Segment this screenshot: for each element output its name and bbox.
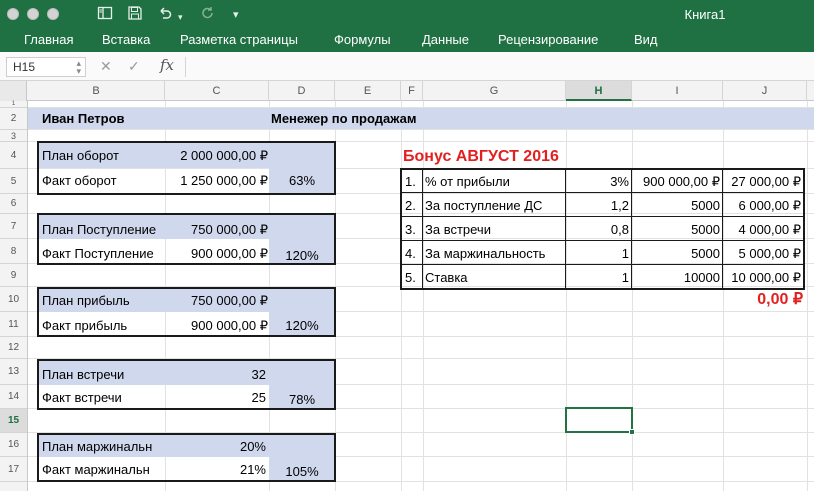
row-header-2[interactable]: 2 <box>0 108 27 130</box>
row-header-11[interactable]: 11 <box>0 312 27 337</box>
fact-value: 21% <box>239 462 266 477</box>
plan-label: План оборот <box>42 148 119 163</box>
column-header-h[interactable]: H <box>566 81 632 101</box>
plan-label: План маржинальн <box>42 439 153 454</box>
bonus-coefficient: 1,2 <box>610 198 629 213</box>
fact-label: Факт Поступление <box>42 246 154 261</box>
fact-label: Факт прибыль <box>42 318 128 333</box>
plan-label: План встречи <box>42 367 125 382</box>
row-headers <box>0 101 28 491</box>
column-headers <box>0 81 814 101</box>
column-header-d[interactable]: D <box>269 81 335 101</box>
row-header-9[interactable]: 9 <box>0 264 27 287</box>
bonus-name: За маржинальность <box>425 246 546 261</box>
percent-value: 78% <box>288 392 316 407</box>
close-window-button[interactable] <box>7 8 19 20</box>
bonus-total: 0,00 ₽ <box>757 291 803 308</box>
tab-view[interactable]: Вид <box>634 32 658 47</box>
bonus-amount: 27 000,00 ₽ <box>731 174 801 189</box>
employee-position: Менежер по продажам <box>271 111 417 126</box>
tab-data[interactable]: Данные <box>422 32 469 47</box>
zoom-window-button[interactable] <box>47 8 59 20</box>
insert-function-button[interactable]: fx <box>160 56 175 74</box>
row-header-14[interactable]: 14 <box>0 385 27 409</box>
sidebar-toggle-icon[interactable] <box>97 5 113 21</box>
bonus-name: % от прибыли <box>425 174 510 189</box>
row-number: 1. <box>405 174 416 189</box>
tab-page-layout[interactable]: Разметка страницы <box>180 32 298 47</box>
bonus-amount: 10 000,00 ₽ <box>731 270 801 285</box>
name-box-value: H15 <box>13 60 36 74</box>
row-header-15[interactable]: 15 <box>0 409 27 433</box>
row-header-3[interactable]: 3 <box>0 130 27 142</box>
plan-value: 750 000,00 ₽ <box>191 293 268 308</box>
row-header-13[interactable]: 13 <box>0 359 27 385</box>
fact-label: Факт маржинальн <box>42 462 150 477</box>
column-header-c[interactable]: C <box>165 81 269 101</box>
row-number: 4. <box>405 246 416 261</box>
name-box[interactable] <box>6 57 86 77</box>
fact-value: 1 250 000,00 ₽ <box>180 173 268 188</box>
fact-value: 900 000,00 ₽ <box>191 318 268 333</box>
row-header-6[interactable]: 6 <box>0 194 27 214</box>
row-number: 3. <box>405 222 416 237</box>
fill-handle[interactable] <box>629 429 635 435</box>
tab-formulas[interactable]: Формулы <box>334 32 391 47</box>
selected-cell-h15[interactable] <box>565 407 633 433</box>
ribbon-tabs <box>0 30 814 52</box>
percent-value: 63% <box>288 173 316 188</box>
bonus-base: 5000 <box>691 246 720 261</box>
bonus-amount: 4 000,00 ₽ <box>738 222 801 237</box>
plan-label: План прибыль <box>42 293 130 308</box>
fact-value: 25 <box>251 390 266 405</box>
row-header-8[interactable]: 8 <box>0 239 27 264</box>
percent-value: 105% <box>285 464 319 479</box>
percent-value: 120% <box>285 318 319 333</box>
confirm-icon[interactable]: ✓ <box>128 58 140 74</box>
title-bar <box>0 0 814 30</box>
tab-insert[interactable]: Вставка <box>102 32 151 47</box>
bonus-coefficient: 1 <box>621 246 629 261</box>
fact-label: Факт оборот <box>42 173 117 188</box>
row-header-7[interactable]: 7 <box>0 214 27 239</box>
bonus-coefficient: 1 <box>621 270 629 285</box>
column-header-f[interactable]: F <box>401 81 423 101</box>
cancel-icon[interactable]: ✕ <box>100 58 112 74</box>
fact-label: Факт встречи <box>42 390 122 405</box>
column-header-g[interactable]: G <box>423 81 566 101</box>
plan-value: 20% <box>239 439 266 454</box>
column-header-b[interactable]: B <box>28 81 165 101</box>
bonus-amount: 6 000,00 ₽ <box>738 198 801 213</box>
name-box-stepper-icon[interactable]: ▴ ▾ <box>76 58 81 76</box>
customize-toolbar-icon[interactable]: ▾ <box>233 9 239 21</box>
window-title: Книга1 <box>684 7 726 22</box>
row-header-12[interactable]: 12 <box>0 337 27 359</box>
tab-home[interactable]: Главная <box>24 32 74 47</box>
column-header-i[interactable]: I <box>632 81 723 101</box>
select-all-button[interactable] <box>0 81 27 101</box>
formula-bar <box>0 52 814 81</box>
bonus-base: 5000 <box>691 198 720 213</box>
redo-icon[interactable] <box>200 5 216 21</box>
row-number: 5. <box>405 270 416 285</box>
tab-review[interactable]: Рецензирование <box>498 32 599 47</box>
bonus-title: Бонус АВГУСТ 2016 <box>403 148 559 165</box>
row-header-1[interactable]: 1 <box>0 101 27 108</box>
bonus-base: 10000 <box>683 270 720 285</box>
plan-label: План Поступление <box>42 222 157 237</box>
bonus-coefficient: 3% <box>610 174 629 189</box>
row-header-5[interactable]: 5 <box>0 169 27 194</box>
undo-icon[interactable] <box>157 5 173 21</box>
bonus-name: За встречи <box>425 222 491 237</box>
column-header-e[interactable]: E <box>335 81 401 101</box>
bonus-coefficient: 0,8 <box>610 222 629 237</box>
worksheet-grid[interactable] <box>28 101 814 491</box>
row-header-16[interactable]: 16 <box>0 433 27 457</box>
save-icon[interactable] <box>127 5 143 21</box>
bonus-name: За поступление ДС <box>425 198 543 213</box>
column-header-j[interactable]: J <box>723 81 807 101</box>
bonus-amount: 5 000,00 ₽ <box>738 246 801 261</box>
row-header-4[interactable]: 4 <box>0 142 27 169</box>
percent-value: 120% <box>285 248 319 263</box>
plan-value: 32 <box>251 367 266 382</box>
bonus-base: 5000 <box>691 222 720 237</box>
bonus-name: Ставка <box>425 270 468 285</box>
plan-value: 750 000,00 ₽ <box>191 222 268 237</box>
employee-name: Иван Петров <box>42 111 125 126</box>
formula-input[interactable] <box>185 57 805 77</box>
fact-value: 900 000,00 ₽ <box>191 246 268 261</box>
undo-dropdown-icon[interactable]: ▾ <box>178 12 183 22</box>
row-header-10[interactable]: 10 <box>0 287 27 312</box>
plan-value: 2 000 000,00 ₽ <box>180 148 268 163</box>
row-header-17[interactable]: 17 <box>0 457 27 482</box>
row-number: 2. <box>405 198 416 213</box>
header-band <box>28 108 814 129</box>
bonus-base: 900 000,00 ₽ <box>643 174 720 189</box>
minimize-window-button[interactable] <box>27 8 39 20</box>
